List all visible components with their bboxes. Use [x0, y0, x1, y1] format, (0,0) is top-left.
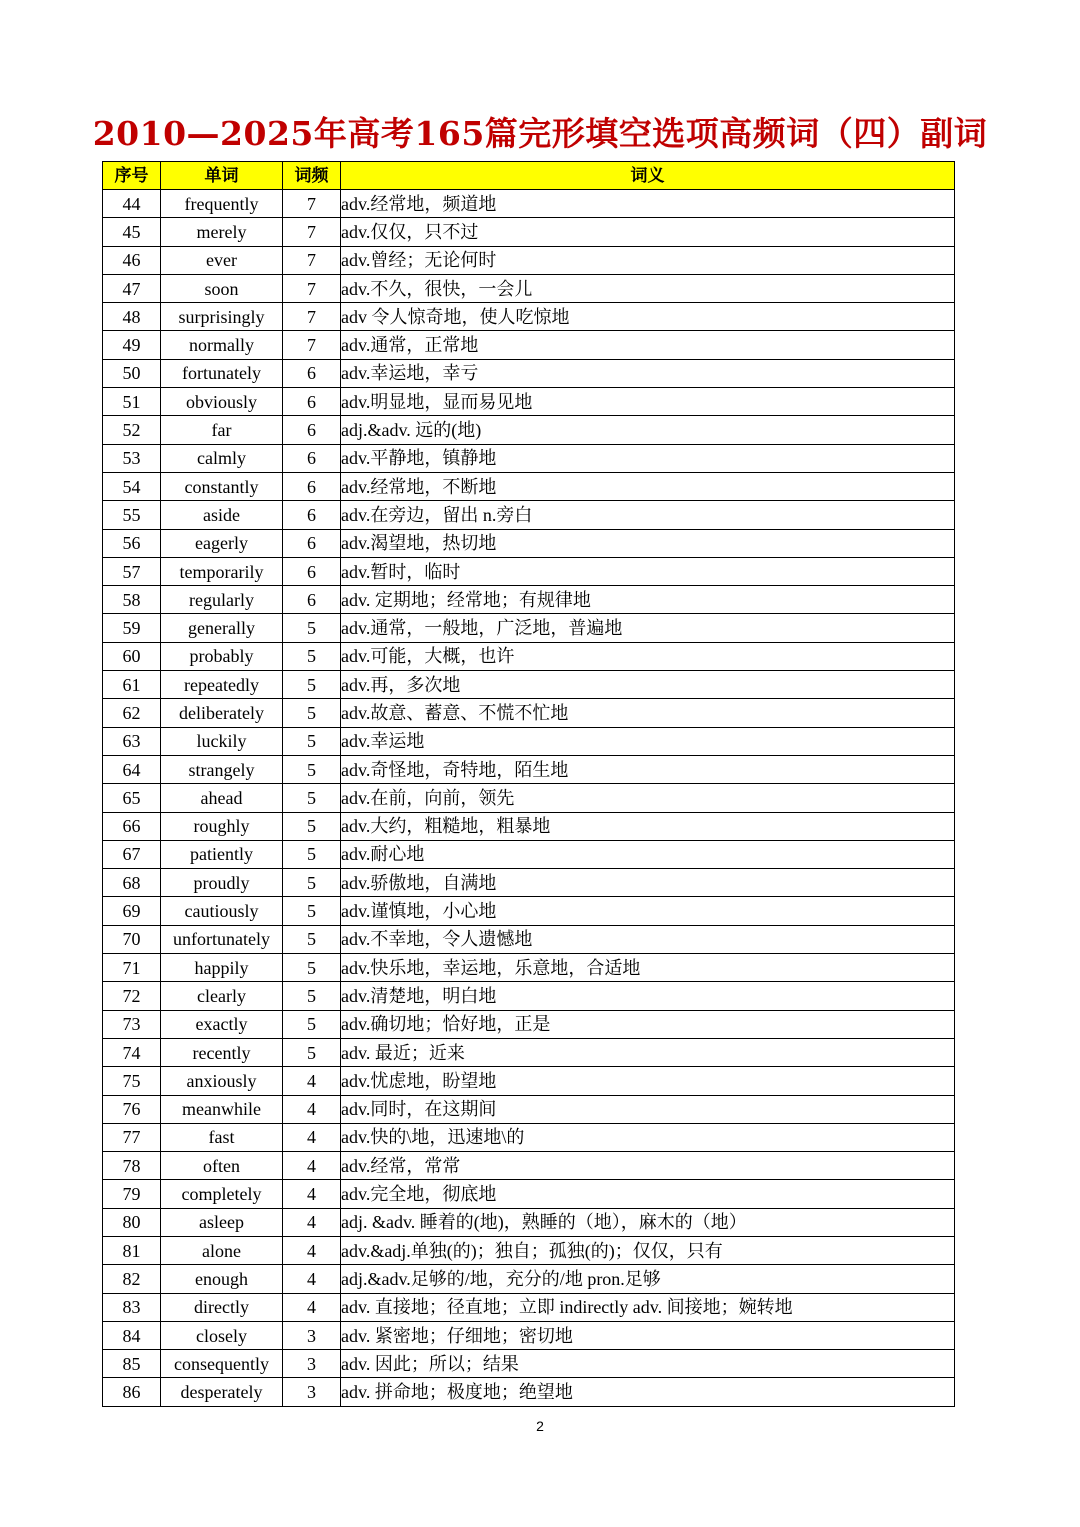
- row-number: 54: [103, 472, 161, 500]
- header-definition: 词义: [341, 162, 955, 190]
- row-number: 76: [103, 1095, 161, 1123]
- row-number: 77: [103, 1123, 161, 1151]
- row-frequency: 5: [283, 897, 341, 925]
- row-number: 59: [103, 614, 161, 642]
- table-row: [103, 1067, 955, 1095]
- vocab-table: [102, 161, 955, 1407]
- row-word: temporarily: [161, 557, 283, 585]
- row-word: unfortunately: [161, 925, 283, 953]
- row-number: 52: [103, 416, 161, 444]
- table-row: [103, 869, 955, 897]
- row-word: normally: [161, 331, 283, 359]
- row-word: luckily: [161, 727, 283, 755]
- table-row: [103, 755, 955, 783]
- row-word: anxiously: [161, 1067, 283, 1095]
- row-frequency: 3: [283, 1321, 341, 1349]
- row-definition: adv. 定期地；经常地；有规律地: [341, 586, 955, 614]
- row-definition: adv.不久，很快，一会儿: [341, 274, 955, 302]
- row-definition: adv.在前，向前，领先: [341, 784, 955, 812]
- row-definition: adv.曾经；无论何时: [341, 246, 955, 274]
- table-row: [103, 1236, 955, 1264]
- row-definition: adv. 最近；近来: [341, 1038, 955, 1066]
- row-word: alone: [161, 1236, 283, 1264]
- row-number: 49: [103, 331, 161, 359]
- row-number: 56: [103, 529, 161, 557]
- row-word: meanwhile: [161, 1095, 283, 1123]
- row-definition: adv 令人惊奇地，使人吃惊地: [341, 303, 955, 331]
- row-frequency: 4: [283, 1208, 341, 1236]
- row-frequency: 5: [283, 642, 341, 670]
- row-definition: adv. 拼命地；极度地；绝望地: [341, 1378, 955, 1406]
- row-word: enough: [161, 1265, 283, 1293]
- table-row: [103, 982, 955, 1010]
- table-row: [103, 529, 955, 557]
- row-number: 66: [103, 812, 161, 840]
- row-frequency: 7: [283, 274, 341, 302]
- row-frequency: 5: [283, 784, 341, 812]
- row-definition: adv.同时，在这期间: [341, 1095, 955, 1123]
- row-definition: adv.骄傲地，自满地: [341, 869, 955, 897]
- row-frequency: 5: [283, 840, 341, 868]
- page-number: 2: [536, 1418, 544, 1434]
- table-row: [103, 642, 955, 670]
- row-frequency: 6: [283, 388, 341, 416]
- row-number: 48: [103, 303, 161, 331]
- row-definition: adv.不幸地，令人遗憾地: [341, 925, 955, 953]
- row-number: 74: [103, 1038, 161, 1066]
- row-frequency: 6: [283, 416, 341, 444]
- table-row: [103, 727, 955, 755]
- row-frequency: 4: [283, 1067, 341, 1095]
- row-frequency: 7: [283, 218, 341, 246]
- row-frequency: 4: [283, 1236, 341, 1264]
- row-number: 55: [103, 501, 161, 529]
- row-frequency: 5: [283, 869, 341, 897]
- row-word: frequently: [161, 190, 283, 218]
- row-definition: adv.再，多次地: [341, 671, 955, 699]
- row-definition: adv.快乐地，幸运地，乐意地，合适地: [341, 954, 955, 982]
- row-definition: adv.清楚地，明白地: [341, 982, 955, 1010]
- row-number: 64: [103, 755, 161, 783]
- row-definition: adv.耐心地: [341, 840, 955, 868]
- row-number: 57: [103, 557, 161, 585]
- row-number: 45: [103, 218, 161, 246]
- row-number: 83: [103, 1293, 161, 1321]
- row-frequency: 6: [283, 557, 341, 585]
- table-row: [103, 671, 955, 699]
- row-number: 62: [103, 699, 161, 727]
- row-frequency: 5: [283, 954, 341, 982]
- row-word: obviously: [161, 388, 283, 416]
- row-word: strangely: [161, 755, 283, 783]
- table-row: [103, 614, 955, 642]
- row-frequency: 5: [283, 727, 341, 755]
- table-body: [103, 190, 955, 1407]
- row-definition: adv.通常，一般地，广泛地，普遍地: [341, 614, 955, 642]
- table-row: [103, 840, 955, 868]
- table-row: [103, 1265, 955, 1293]
- table-row: [103, 359, 955, 387]
- table-row: [103, 246, 955, 274]
- row-word: repeatedly: [161, 671, 283, 699]
- row-definition: adv.故意、蓄意、不慌不忙地: [341, 699, 955, 727]
- row-definition: adv. 因此；所以；结果: [341, 1350, 955, 1378]
- table-row: [103, 1123, 955, 1151]
- table-row: [103, 925, 955, 953]
- row-number: 68: [103, 869, 161, 897]
- row-frequency: 5: [283, 1010, 341, 1038]
- row-number: 67: [103, 840, 161, 868]
- row-frequency: 7: [283, 331, 341, 359]
- row-word: soon: [161, 274, 283, 302]
- row-frequency: 6: [283, 472, 341, 500]
- table-row: [103, 274, 955, 302]
- row-frequency: 5: [283, 755, 341, 783]
- table-row: [103, 1321, 955, 1349]
- table-row: [103, 812, 955, 840]
- table-row: [103, 1152, 955, 1180]
- row-word: completely: [161, 1180, 283, 1208]
- row-number: 80: [103, 1208, 161, 1236]
- row-definition: adv.确切地；恰好地，正是: [341, 1010, 955, 1038]
- row-number: 75: [103, 1067, 161, 1095]
- row-frequency: 5: [283, 614, 341, 642]
- table-row: [103, 1293, 955, 1321]
- row-number: 82: [103, 1265, 161, 1293]
- row-frequency: 6: [283, 501, 341, 529]
- row-word: proudly: [161, 869, 283, 897]
- table-row: [103, 1180, 955, 1208]
- row-definition: adv.暂时，临时: [341, 557, 955, 585]
- row-word: recently: [161, 1038, 283, 1066]
- row-frequency: 6: [283, 586, 341, 614]
- row-word: clearly: [161, 982, 283, 1010]
- row-number: 72: [103, 982, 161, 1010]
- row-number: 65: [103, 784, 161, 812]
- row-frequency: 3: [283, 1350, 341, 1378]
- row-definition: adv.幸运地: [341, 727, 955, 755]
- table-row: [103, 444, 955, 472]
- row-word: fast: [161, 1123, 283, 1151]
- row-word: patiently: [161, 840, 283, 868]
- table-row: [103, 557, 955, 585]
- row-frequency: 7: [283, 190, 341, 218]
- table-row: [103, 331, 955, 359]
- row-word: exactly: [161, 1010, 283, 1038]
- row-number: 63: [103, 727, 161, 755]
- table-row: [103, 190, 955, 218]
- header-no: 序号: [103, 162, 161, 190]
- row-word: surprisingly: [161, 303, 283, 331]
- row-word: far: [161, 416, 283, 444]
- row-number: 50: [103, 359, 161, 387]
- row-word: merely: [161, 218, 283, 246]
- row-number: 73: [103, 1010, 161, 1038]
- row-number: 81: [103, 1236, 161, 1264]
- row-definition: adv.渴望地，热切地: [341, 529, 955, 557]
- row-definition: adj. &adv. 睡着的(地)，熟睡的（地），麻木的（地）: [341, 1208, 955, 1236]
- row-frequency: 4: [283, 1265, 341, 1293]
- row-definition: adj.&adv.足够的/地，充分的/地 pron.足够: [341, 1265, 955, 1293]
- row-number: 86: [103, 1378, 161, 1406]
- row-frequency: 7: [283, 303, 341, 331]
- row-word: happily: [161, 954, 283, 982]
- row-word: roughly: [161, 812, 283, 840]
- row-number: 44: [103, 190, 161, 218]
- row-number: 70: [103, 925, 161, 953]
- table-row: [103, 784, 955, 812]
- row-word: cautiously: [161, 897, 283, 925]
- row-definition: adv.完全地，彻底地: [341, 1180, 955, 1208]
- row-frequency: 4: [283, 1152, 341, 1180]
- row-definition: adv.谨慎地，小心地: [341, 897, 955, 925]
- row-definition: adv. 直接地；径直地；立即 indirectly adv. 间接地；婉转地: [341, 1293, 955, 1321]
- row-frequency: 6: [283, 529, 341, 557]
- row-number: 53: [103, 444, 161, 472]
- row-frequency: 5: [283, 982, 341, 1010]
- row-word: probably: [161, 642, 283, 670]
- table-row: [103, 1350, 955, 1378]
- row-number: 85: [103, 1350, 161, 1378]
- row-number: 78: [103, 1152, 161, 1180]
- row-frequency: 4: [283, 1095, 341, 1123]
- row-word: fortunately: [161, 359, 283, 387]
- row-word: ever: [161, 246, 283, 274]
- row-word: aside: [161, 501, 283, 529]
- row-frequency: 4: [283, 1180, 341, 1208]
- row-frequency: 5: [283, 699, 341, 727]
- header-freq: 词频: [283, 162, 341, 190]
- table-row: [103, 1095, 955, 1123]
- table-row: [103, 472, 955, 500]
- row-definition: adv.&adj.单独(的)；独自；孤独(的)；仅仅，只有: [341, 1236, 955, 1264]
- row-definition: adj.&adv. 远的(地): [341, 416, 955, 444]
- row-frequency: 5: [283, 1038, 341, 1066]
- row-frequency: 3: [283, 1378, 341, 1406]
- row-word: generally: [161, 614, 283, 642]
- row-frequency: 6: [283, 444, 341, 472]
- row-frequency: 4: [283, 1123, 341, 1151]
- row-word: consequently: [161, 1350, 283, 1378]
- row-number: 46: [103, 246, 161, 274]
- table-row: [103, 1038, 955, 1066]
- row-frequency: 7: [283, 246, 341, 274]
- row-word: closely: [161, 1321, 283, 1349]
- row-definition: adv.仅仅，只不过: [341, 218, 955, 246]
- table-row: [103, 586, 955, 614]
- row-definition: adv.奇怪地，奇特地，陌生地: [341, 755, 955, 783]
- row-number: 51: [103, 388, 161, 416]
- row-frequency: 4: [283, 1293, 341, 1321]
- row-word: calmly: [161, 444, 283, 472]
- row-number: 84: [103, 1321, 161, 1349]
- row-word: regularly: [161, 586, 283, 614]
- row-definition: adv.平静地，镇静地: [341, 444, 955, 472]
- table-row: [103, 1378, 955, 1406]
- row-word: constantly: [161, 472, 283, 500]
- row-definition: adv.可能，大概，也许: [341, 642, 955, 670]
- row-frequency: 5: [283, 925, 341, 953]
- row-definition: adv.经常地，不断地: [341, 472, 955, 500]
- row-frequency: 5: [283, 671, 341, 699]
- row-definition: adv.经常地，频道地: [341, 190, 955, 218]
- table-row: [103, 699, 955, 727]
- row-number: 47: [103, 274, 161, 302]
- header-word: 单词: [161, 162, 283, 190]
- row-definition: adv.明显地，显而易见地: [341, 388, 955, 416]
- row-frequency: 5: [283, 812, 341, 840]
- row-definition: adv.忧虑地，盼望地: [341, 1067, 955, 1095]
- row-definition: adv.在旁边，留出 n.旁白: [341, 501, 955, 529]
- row-definition: adv.通常，正常地: [341, 331, 955, 359]
- row-definition: adv.快的\地，迅速地\的: [341, 1123, 955, 1151]
- table-row: [103, 1010, 955, 1038]
- table-row: [103, 954, 955, 982]
- row-word: asleep: [161, 1208, 283, 1236]
- row-number: 61: [103, 671, 161, 699]
- row-word: often: [161, 1152, 283, 1180]
- row-number: 71: [103, 954, 161, 982]
- row-word: deliberately: [161, 699, 283, 727]
- table-row: [103, 1208, 955, 1236]
- row-number: 60: [103, 642, 161, 670]
- row-number: 79: [103, 1180, 161, 1208]
- row-word: desperately: [161, 1378, 283, 1406]
- table-row: [103, 416, 955, 444]
- row-definition: adv.经常，常常: [341, 1152, 955, 1180]
- row-definition: adv. 紧密地；仔细地；密切地: [341, 1321, 955, 1349]
- row-number: 69: [103, 897, 161, 925]
- row-word: ahead: [161, 784, 283, 812]
- page-title: 2010—2025年高考165篇完形填空选项高频词（四）副词: [92, 114, 988, 153]
- table-row: [103, 218, 955, 246]
- row-word: eagerly: [161, 529, 283, 557]
- row-number: 58: [103, 586, 161, 614]
- table-row: [103, 303, 955, 331]
- row-definition: adv.大约，粗糙地，粗暴地: [341, 812, 955, 840]
- row-word: directly: [161, 1293, 283, 1321]
- table-header-row: [103, 162, 955, 190]
- row-definition: adv.幸运地，幸亏: [341, 359, 955, 387]
- table-row: [103, 388, 955, 416]
- row-frequency: 6: [283, 359, 341, 387]
- table-row: [103, 897, 955, 925]
- table-row: [103, 501, 955, 529]
